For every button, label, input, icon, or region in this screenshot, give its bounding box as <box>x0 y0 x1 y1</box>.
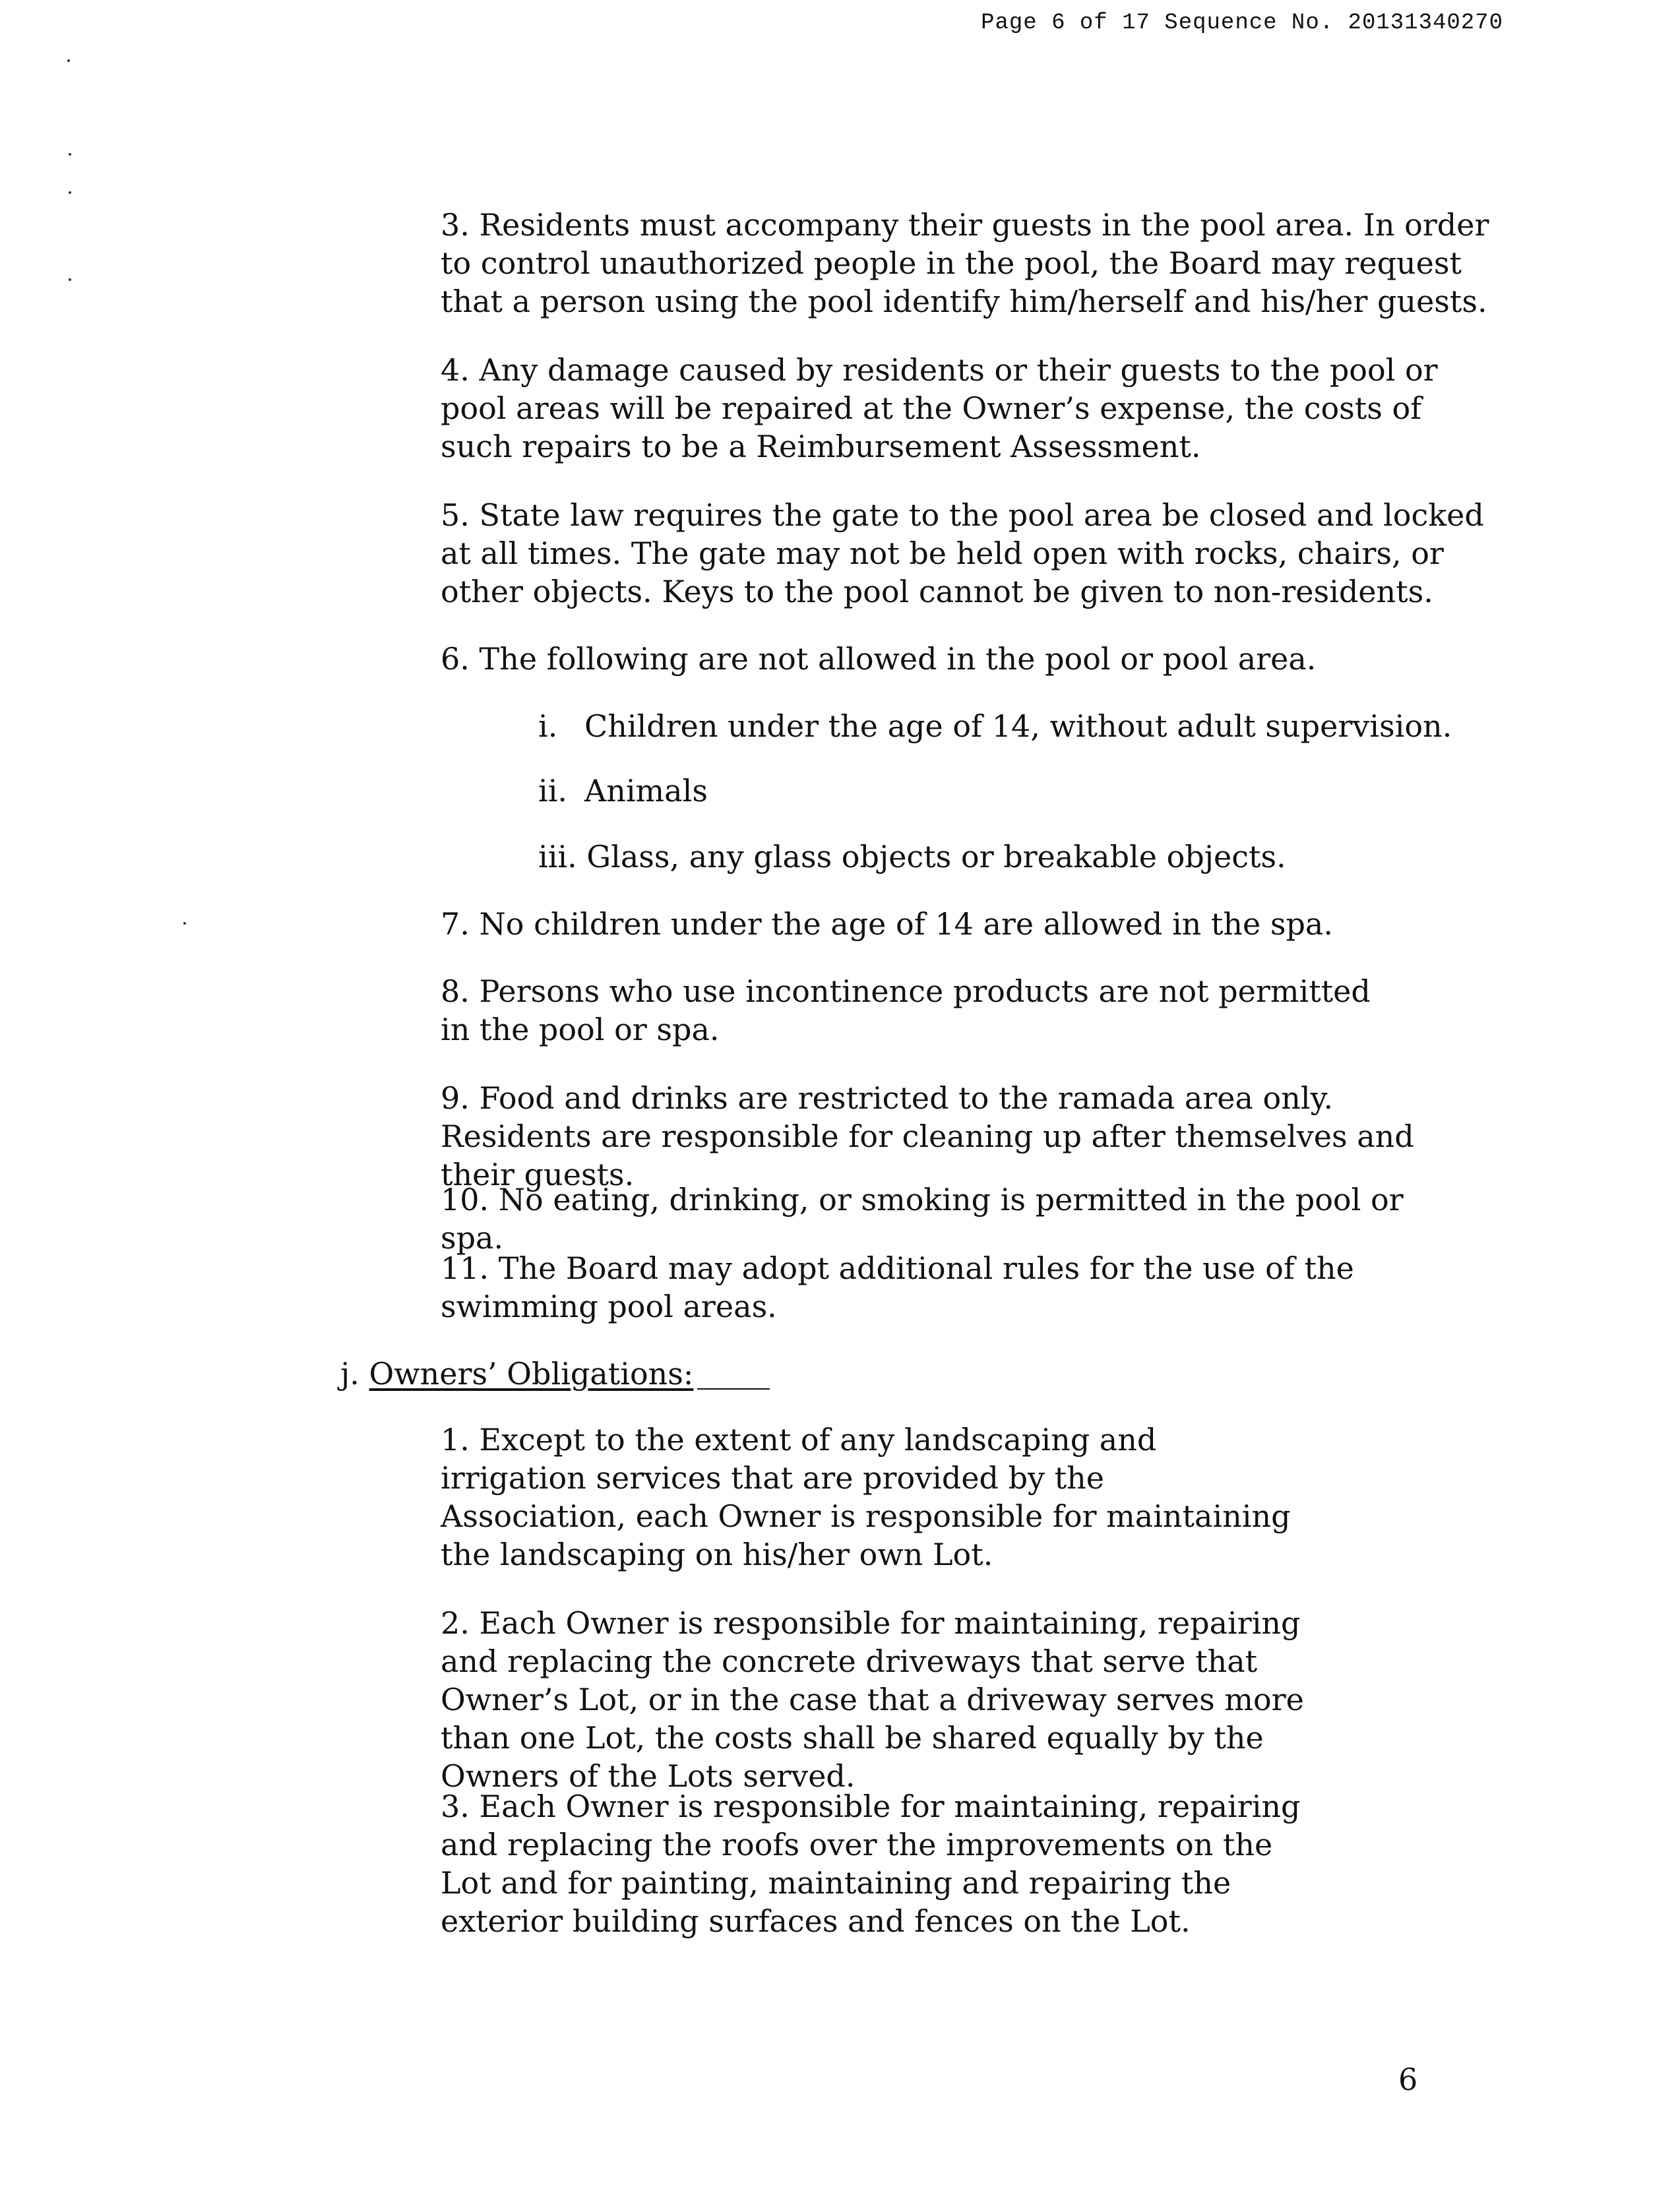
obligation-3: 3. Each Owner is responsible for maintaining, repairing and replacing the roofs over the improvements on the Lot and for painting, maintaining and repairing the exterior building surfaces and fences on the Lot. <box>441 1789 1301 1939</box>
obligation-2: 2. Each Owner is responsible for maintaining, repairing and replacing the concrete driveways that serve that Owner’s Lot, or in the case that a driveway serves more than one Lot, the costs shall be shared equally by the Owners of the Lots served. <box>441 1605 1304 1794</box>
not-allowed-item-number: i. <box>538 708 558 744</box>
page-header: Page 6 of 17 Sequence No. 20131340270 <box>981 11 1503 36</box>
scan-speck <box>67 59 70 62</box>
not-allowed-item-text: Animals <box>584 773 708 809</box>
rule-7: 7. No children under the age of 14 are allowed in the spa. <box>441 906 1333 942</box>
scan-speck <box>183 922 186 925</box>
not-allowed-item <box>538 838 1286 876</box>
rule-4: 4. Any damage caused by residents or their guests to the pool or pool areas will be repaired at the Owner’s expense, the costs of such repairs to be a Reimbursement Assessment. <box>441 352 1438 464</box>
not-allowed-item <box>538 772 708 810</box>
rule-9: 9. Food and drinks are restricted to the ramada area only. Residents are responsible for cleaning up after themselves and their guests. <box>441 1080 1414 1192</box>
scan-speck <box>69 153 71 156</box>
rule-10: 10. No eating, drinking, or smoking is permitted in the pool or spa. <box>441 1182 1404 1256</box>
section-j-underline <box>697 1388 770 1390</box>
not-allowed-item-text: Children under the age of 14, without adult supervision. <box>584 708 1452 744</box>
rule-11: 11. The Board may adopt additional rules for the use of the swimming pool areas. <box>441 1250 1354 1324</box>
rule-8: 8. Persons who use incontinence products are not permitted in the pool or spa. <box>441 973 1371 1047</box>
rule-3: 3. Residents must accompany their guests in the pool area. In order to control unauthorized people in the pool, the Board may request that a person using the pool identify him/herself and his/her guests. <box>441 207 1489 319</box>
page-number: 6 <box>1398 2062 1418 2097</box>
not-allowed-item-text: Glass, any glass objects or breakable objects. <box>586 839 1286 875</box>
rule-5: 5. State law requires the gate to the pool area be closed and locked at all times. The gate may not be held open with rocks, chairs, or other objects. Keys to the pool cannot be given to non-residents. <box>441 497 1484 609</box>
section-j-heading <box>340 1355 770 1393</box>
section-j-title: Owners’ Obligations: <box>369 1356 694 1392</box>
not-allowed-item-number: ii. <box>538 773 568 809</box>
scan-speck <box>69 191 71 194</box>
obligation-1: 1. Except to the extent of any landscaping and irrigation services that are provided by the Association, each Owner is responsible for maintaining the landscaping on his/her own Lot. <box>441 1422 1291 1572</box>
rule-6: 6. The following are not allowed in the pool or pool area. <box>441 641 1317 677</box>
not-allowed-item-number: iii. <box>538 839 577 875</box>
section-j-prefix: j. <box>340 1356 359 1392</box>
scan-speck <box>69 278 71 281</box>
not-allowed-item <box>538 707 1452 745</box>
